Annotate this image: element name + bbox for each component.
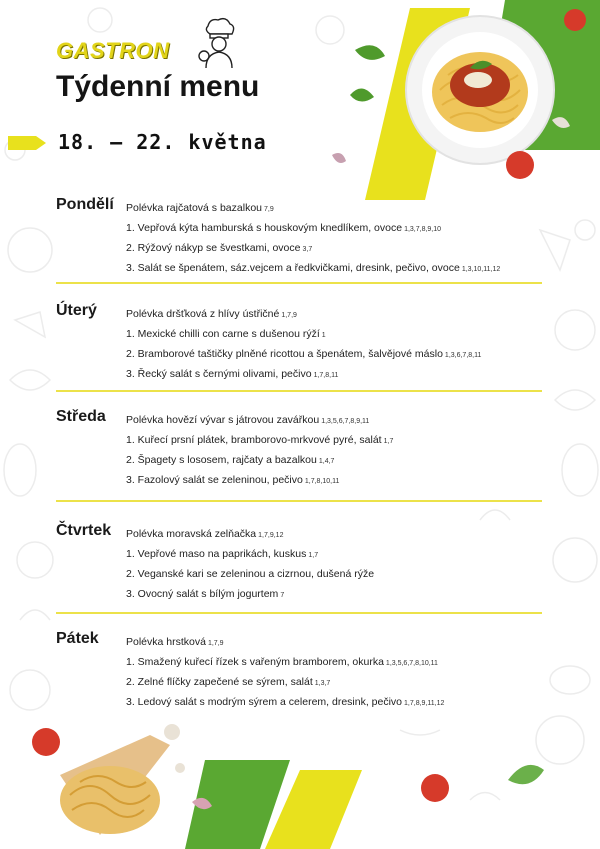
day-section-tuesday bbox=[56, 302, 536, 382]
section-divider bbox=[56, 282, 542, 284]
allergen-codes: 1,7,9,12 bbox=[258, 532, 284, 539]
dish-item: 2. Veganské kari se zeleninou a cizrnou, dušená rýže bbox=[126, 568, 375, 580]
dish-item: 1. Vepřové maso na paprikách, kuskus 1,7 bbox=[126, 548, 319, 560]
pasta-spoon-image bbox=[0, 690, 600, 849]
section-divider bbox=[56, 500, 542, 502]
day-section-thursday bbox=[56, 522, 536, 602]
dish-item: 2. Rýžový nákyp se švestkami, ovoce 3,7 bbox=[126, 242, 313, 254]
soup-item: Polévka rajčatová s bazalkou 7,9 bbox=[126, 202, 274, 214]
day-name: Pátek bbox=[56, 630, 99, 647]
pasta-plate-image bbox=[330, 0, 600, 220]
brand-logo: GASTRON bbox=[56, 38, 170, 63]
allergen-codes: 1,7,9 bbox=[281, 312, 297, 319]
soup-item: Polévka hovězí vývar s játrovou zavářkou 1,3,5,6,7,8,9,11 bbox=[126, 414, 370, 426]
dish-item: 1. Mexické chilli con carne s dušenou rýží 1 bbox=[126, 328, 326, 340]
dish-item: 1. Kuřecí prsní plátek, bramborovo-mrkvové pyré, salát 1,7 bbox=[126, 434, 394, 446]
allergen-codes: 1,3,5,6,7,8,9,11 bbox=[321, 418, 370, 425]
day-section-friday bbox=[56, 630, 536, 710]
allergen-codes: 1,7,8,10,11 bbox=[304, 478, 340, 485]
allergen-codes: 1,7,8,9,11,12 bbox=[404, 700, 445, 707]
chef-icon bbox=[196, 16, 240, 68]
dish-item: 2. Špagety s lososem, rajčaty a bazalkou 1,4,7 bbox=[126, 454, 335, 466]
dish-item: 3. Řecký salát s černými olivami, pečivo 1,7,8,11 bbox=[126, 368, 339, 380]
allergen-codes: 7 bbox=[280, 592, 285, 599]
dish-item: 1. Vepřová kýta hamburská s houskovým knedlíkem, ovoce 1,3,7,8,9,10 bbox=[126, 222, 442, 234]
allergen-codes: 1,7,8,11 bbox=[313, 372, 339, 379]
dish-item: 3. Fazolový salát se zeleninou, pečivo 1,7,8,10,11 bbox=[126, 474, 340, 486]
page-title: Týdenní menu bbox=[56, 70, 260, 103]
day-name: Středa bbox=[56, 408, 106, 425]
section-divider bbox=[56, 612, 542, 614]
allergen-codes: 1,7 bbox=[308, 552, 319, 559]
allergen-codes: 1,4,7 bbox=[318, 458, 335, 465]
soup-item: Polévka dršťková z hlívy ústřičné 1,7,9 bbox=[126, 308, 297, 320]
allergen-codes: 1,3,7,8,9,10 bbox=[404, 226, 442, 233]
soup-item: Polévka hrstková 1,7,9 bbox=[126, 636, 224, 648]
allergen-codes: 7,9 bbox=[264, 206, 274, 213]
allergen-codes: 1,3,7 bbox=[314, 680, 331, 687]
dish-item: 2. Zelné flíčky zapečené se sýrem, salát 1,3,7 bbox=[126, 676, 331, 688]
day-section-wednesday bbox=[56, 408, 536, 488]
section-divider bbox=[56, 390, 542, 392]
day-name: Pondělí bbox=[56, 196, 114, 213]
day-name: Čtvrtek bbox=[56, 522, 112, 539]
dish-item: 3. Ledový salát s modrým sýrem a celerem, dresink, pečivo 1,7,8,9,11,12 bbox=[126, 696, 445, 708]
dish-item: 3. Salát se špenátem, sáz.vejcem a ředkvičkami, dresink, pečivo, ovoce 1,3,10,11,12 bbox=[126, 262, 501, 274]
dish-item: 2. Bramborové taštičky plněné ricottou a špenátem, šalvějové máslo 1,3,6,7,8,11 bbox=[126, 348, 482, 360]
allergen-codes: 3,7 bbox=[302, 246, 313, 253]
allergen-codes: 1,7 bbox=[383, 438, 394, 445]
allergen-codes: 1 bbox=[321, 332, 326, 339]
date-range: 18. – 22. května bbox=[58, 130, 267, 154]
allergen-codes: 1,7,9 bbox=[207, 640, 224, 647]
day-name: Úterý bbox=[56, 302, 97, 319]
dish-item: 1. Smažený kuřecí řízek s vařeným bramborem, okurka 1,3,5,6,7,8,10,11 bbox=[126, 656, 438, 668]
allergen-codes: 1,3,5,6,7,8,10,11 bbox=[385, 660, 438, 667]
allergen-codes: 1,3,6,7,8,11 bbox=[444, 352, 482, 359]
allergen-codes: 1,3,10,11,12 bbox=[461, 266, 501, 273]
day-section-monday bbox=[56, 196, 536, 276]
soup-item: Polévka moravská zelňačka 1,7,9,12 bbox=[126, 528, 284, 540]
dish-item: 3. Ovocný salát s bílým jogurtem 7 bbox=[126, 588, 285, 600]
arrow-icon bbox=[8, 136, 46, 150]
